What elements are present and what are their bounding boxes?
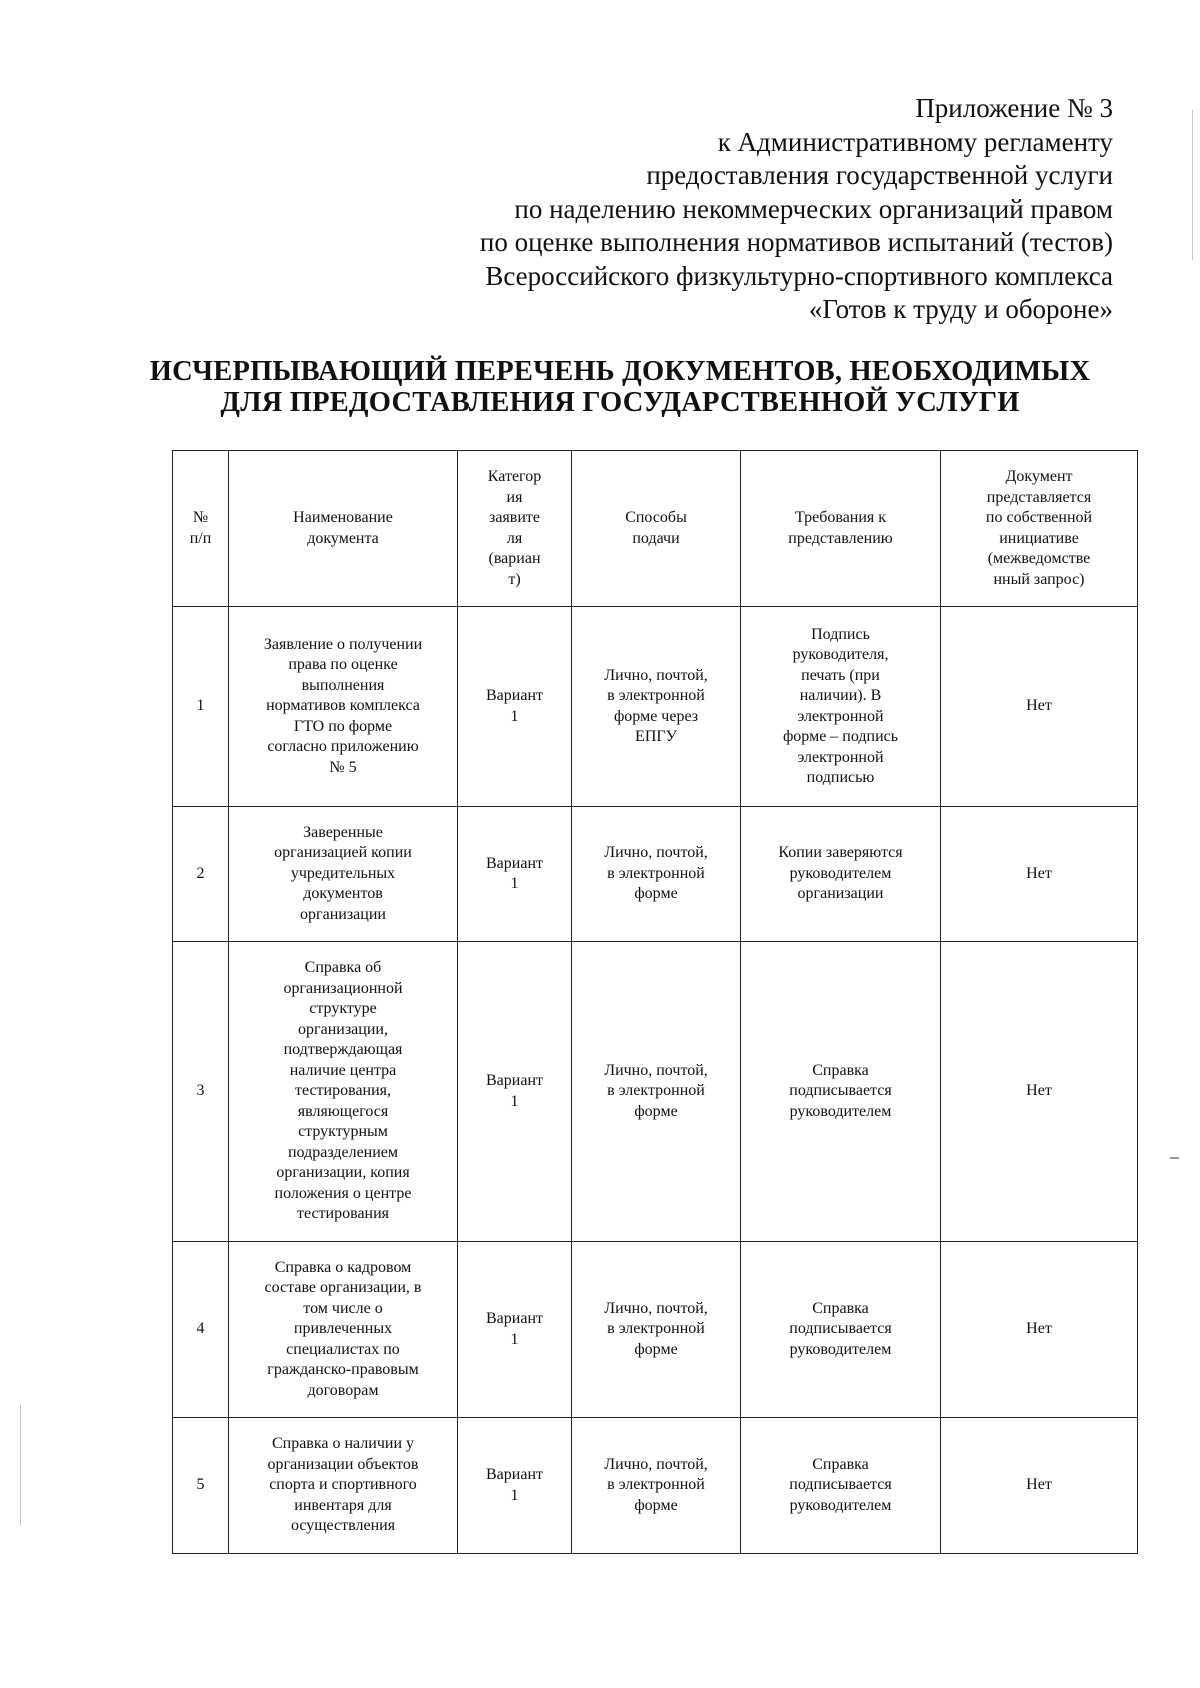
cell-category: Вариант 1 xyxy=(458,1418,572,1554)
appendix-line: Приложение № 3 xyxy=(915,93,1113,123)
cell-requirements: Копии заверяются руководителем организации xyxy=(741,807,941,942)
document-title xyxy=(120,356,1120,418)
appendix-block xyxy=(353,92,1113,327)
cell-category: Вариант 1 xyxy=(458,1242,572,1418)
cell-methods: Лично, почтой, в электронной форме через ЕПГУ xyxy=(572,607,741,807)
header-requirements: Требования к представлению xyxy=(741,451,941,607)
cell-name: Справка о кадровом составе организации, в том числе о привлеченных специалистах по гражданско-правовым договорам xyxy=(229,1242,458,1418)
cell-category: Вариант 1 xyxy=(458,607,572,807)
cell-name: Заверенные организацией копии учредительных документов организации xyxy=(229,807,458,942)
appendix-line: Всероссийского физкультурно-спортивного комплекса xyxy=(485,260,1113,291)
header-initiative: Документ представляется по собственной инициативе (межведомстве нный запрос) xyxy=(941,451,1138,607)
appendix-line: предоставления государственной услуги xyxy=(646,160,1113,190)
scan-edge-mark xyxy=(1192,110,1193,260)
cell-category: Вариант 1 xyxy=(458,942,572,1242)
appendix-line: по наделению некоммерческих организаций правом xyxy=(514,193,1113,224)
table-row xyxy=(173,607,1138,807)
cell-requirements: Справка подписывается руководителем xyxy=(741,1418,941,1554)
cell-methods: Лично, почтой, в электронной форме xyxy=(572,1242,741,1418)
table-row xyxy=(173,1242,1138,1418)
title-line-2: ДЛЯ ПРЕДОСТАВЛЕНИЯ ГОСУДАРСТВЕННОЙ УСЛУГИ xyxy=(220,387,1020,418)
cell-num: 5 xyxy=(173,1418,229,1554)
title-line-1: ИСЧЕРПЫВАЮЩИЙ ПЕРЕЧЕНЬ ДОКУМЕНТОВ, НЕОБХОДИМЫХ xyxy=(149,356,1091,387)
cell-category: Вариант 1 xyxy=(458,807,572,942)
cell-name: Справка о наличии у организации объектов спорта и спортивного инвентаря для осуществления xyxy=(229,1418,458,1554)
cell-initiative: Нет xyxy=(941,942,1138,1242)
scan-edge-mark xyxy=(20,1405,21,1525)
header-num: № п/п xyxy=(173,451,229,607)
cell-name: Заявление о получении права по оценке выполнения нормативов комплекса ГТО по форме согласно приложению № 5 xyxy=(229,607,458,807)
cell-num: 3 xyxy=(173,942,229,1242)
cell-methods: Лично, почтой, в электронной форме xyxy=(572,807,741,942)
appendix-line: «Готов к труду и обороне» xyxy=(808,294,1113,324)
documents-table xyxy=(172,450,1138,1554)
appendix-line: к Административному регламенту xyxy=(717,126,1113,157)
cell-num: 2 xyxy=(173,807,229,942)
cell-requirements: Справка подписывается руководителем xyxy=(741,1242,941,1418)
appendix-line: по оценке выполнения нормативов испытаний (тестов) xyxy=(479,227,1113,257)
scan-speck xyxy=(1170,1157,1179,1159)
table-header-row xyxy=(173,451,1138,607)
cell-requirements: Подпись руководителя, печать (при наличии). В электронной форме – подпись электронной подписью xyxy=(741,607,941,807)
cell-name: Справка об организационной структуре организации, подтверждающая наличие центра тестирования, являющегося структурным подразделением организации, копия положения о центре тестирования xyxy=(229,942,458,1242)
header-category: Категор ия заявите ля (вариан т) xyxy=(458,451,572,607)
cell-requirements: Справка подписывается руководителем xyxy=(741,942,941,1242)
cell-initiative: Нет xyxy=(941,1418,1138,1554)
table-row xyxy=(173,942,1138,1242)
cell-num: 1 xyxy=(173,607,229,807)
table-row xyxy=(173,1418,1138,1554)
cell-initiative: Нет xyxy=(941,607,1138,807)
table-row xyxy=(173,807,1138,942)
cell-initiative: Нет xyxy=(941,1242,1138,1418)
cell-methods: Лично, почтой, в электронной форме xyxy=(572,1418,741,1554)
header-methods: Способы подачи xyxy=(572,451,741,607)
cell-initiative: Нет xyxy=(941,807,1138,942)
cell-num: 4 xyxy=(173,1242,229,1418)
cell-methods: Лично, почтой, в электронной форме xyxy=(572,942,741,1242)
header-name: Наименование документа xyxy=(229,451,458,607)
